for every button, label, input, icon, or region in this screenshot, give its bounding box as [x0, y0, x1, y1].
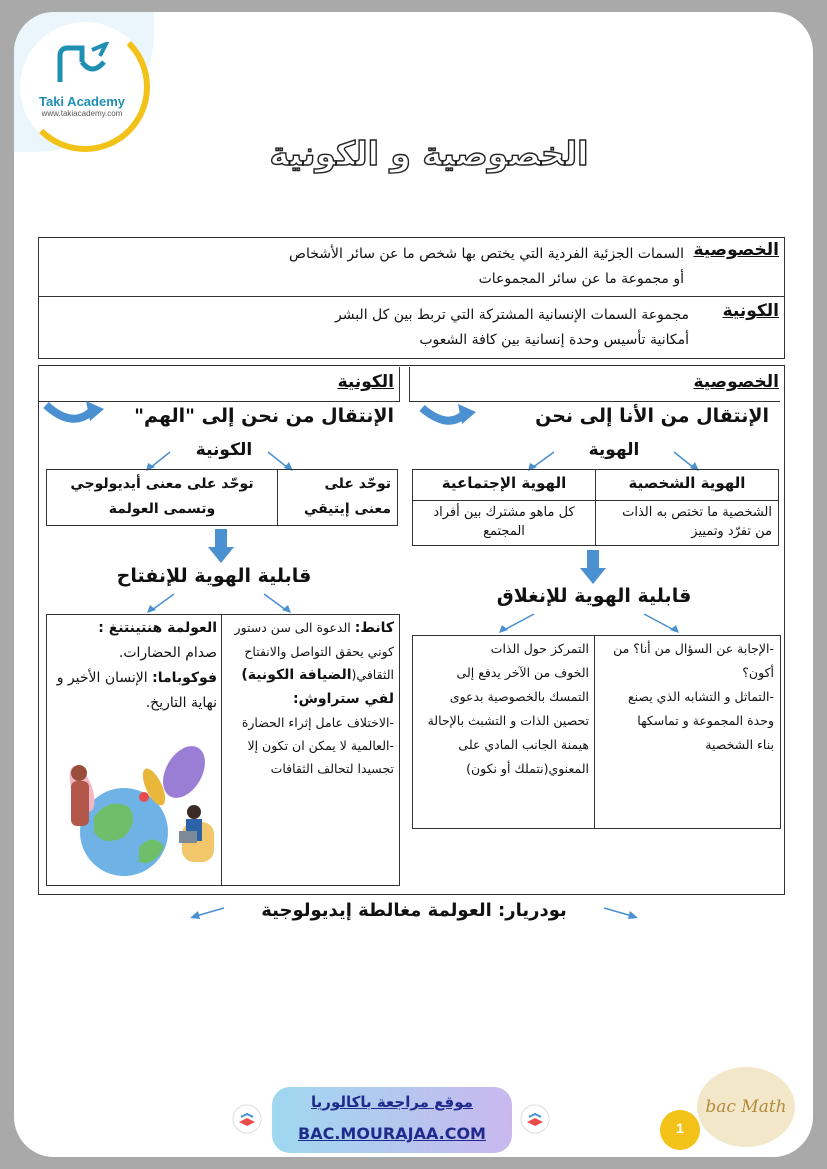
bacmath-badge: bac Math [697, 1067, 795, 1147]
strauss-name: لفي ستراوش: [293, 691, 394, 707]
book-logo-icon [520, 1104, 550, 1134]
kant-strauss-list [226, 616, 394, 780]
right-detail-list-a: -الإجابة عن السؤال من أنا؟ من أكون؟ -التماثل و التشابه الذي يصنع وحدة المجموعة و تماسكها بناء الشخصية [613, 641, 774, 752]
kant-text: الدعوة الى سن دستور كوني يحقق التواصل والانفتاح الثقافي( [234, 620, 394, 682]
def-term-universality: الكونية [722, 301, 779, 321]
fukuyama-text: الإنسان الأخير و نهاية التاريخ. [56, 670, 217, 711]
page-number: 1 [660, 1110, 700, 1150]
table-cell: توحّد على معنى إيتيقي [277, 469, 398, 526]
right-result: قابلية الهوية للإنغلاق [496, 585, 692, 607]
branch-arrows-icon [124, 590, 314, 616]
right-subheading: الهوية [588, 440, 640, 460]
down-arrow-icon [208, 529, 234, 565]
kant-bold: الضيافة الكونية) [241, 667, 352, 683]
right-detail-list-b: التمركز حول الذات الخوف من الآخر يدفع إلى التمسك بالخصوصية بدعوى تحصين الذات و التشبث بالإحالة هيمنة الجانب المادي على المعنوي(نتملك أو نكون) [427, 641, 589, 776]
bottom-quote: بودريار: العولمة مغالطة إيديولوجية [261, 900, 567, 921]
divider [39, 296, 784, 297]
page [14, 12, 813, 1157]
globalization-list [52, 616, 217, 716]
right-title: الخصوصية [693, 372, 779, 392]
def-term-specificity: الخصوصية [693, 240, 779, 260]
quote-arrows-icon [184, 902, 644, 924]
left-subheading: الكونية [195, 440, 253, 460]
page-title: الخصوصية و الكونية [269, 134, 589, 173]
table-cell: الشخصية ما تختص به الذات من تفرّد وتمييز [595, 500, 779, 546]
left-heading: الإنتقال من نحن إلى "الهم" [134, 405, 394, 427]
table-header: الهوية الإجتماعية [412, 469, 596, 501]
brand-url: www.takiacademy.com [41, 109, 123, 118]
def-text-universality: مجموعة السمات الإنسانية المشتركة التي تربط بين كل البشر أمكانية تأسيس وحدة إنسانية بين كافة الشعوب [334, 307, 689, 348]
branch-arrows-icon [464, 610, 714, 636]
table-header: الهوية الشخصية [595, 469, 779, 501]
left-result: قابلية الهوية للإنفتاح [116, 565, 312, 587]
divider [221, 614, 222, 886]
kant-name: كانط: [354, 620, 394, 636]
divider [594, 635, 595, 829]
right-heading: الإنتقال من الأنا إلى نحن [535, 405, 769, 427]
table-cell: كل ماهو مشترك بين أفراد المجتمع [412, 500, 596, 546]
huntington-text: صدام الحضارات. [118, 645, 217, 661]
book-logo-icon [232, 1104, 262, 1134]
table-cell: توحّد على معنى أيديولوجي وتسمى العولمة [46, 469, 278, 526]
taki-logo-icon [52, 42, 112, 88]
footer-site-url[interactable]: BAC.MOURAJAA.COM [298, 1124, 486, 1143]
fukuyama-name: فوكوباما: [152, 670, 217, 686]
strauss-line: -العالمية لا يمكن ان تكون إلا تجسيدا لتحالف الثقافات [247, 738, 394, 776]
left-title: الكونية [337, 372, 394, 392]
brand-name: Taki Academy [39, 94, 125, 109]
down-arrow-icon [580, 550, 606, 586]
strauss-line: -الاختلاف عامل إثراء الحضارة [241, 715, 394, 730]
huntington-name: العولمة هنتينتنغ : [98, 620, 217, 636]
def-text-specificity: السمات الجزئية الفردية التي يختص بها شخص ما عن سائر الأشخاص أو مجموعة ما عن سائر المجموعات [289, 246, 684, 287]
globe-people-illustration [54, 727, 219, 882]
footer-site-name[interactable]: موقع مراجعة باكالوريا [311, 1093, 473, 1111]
